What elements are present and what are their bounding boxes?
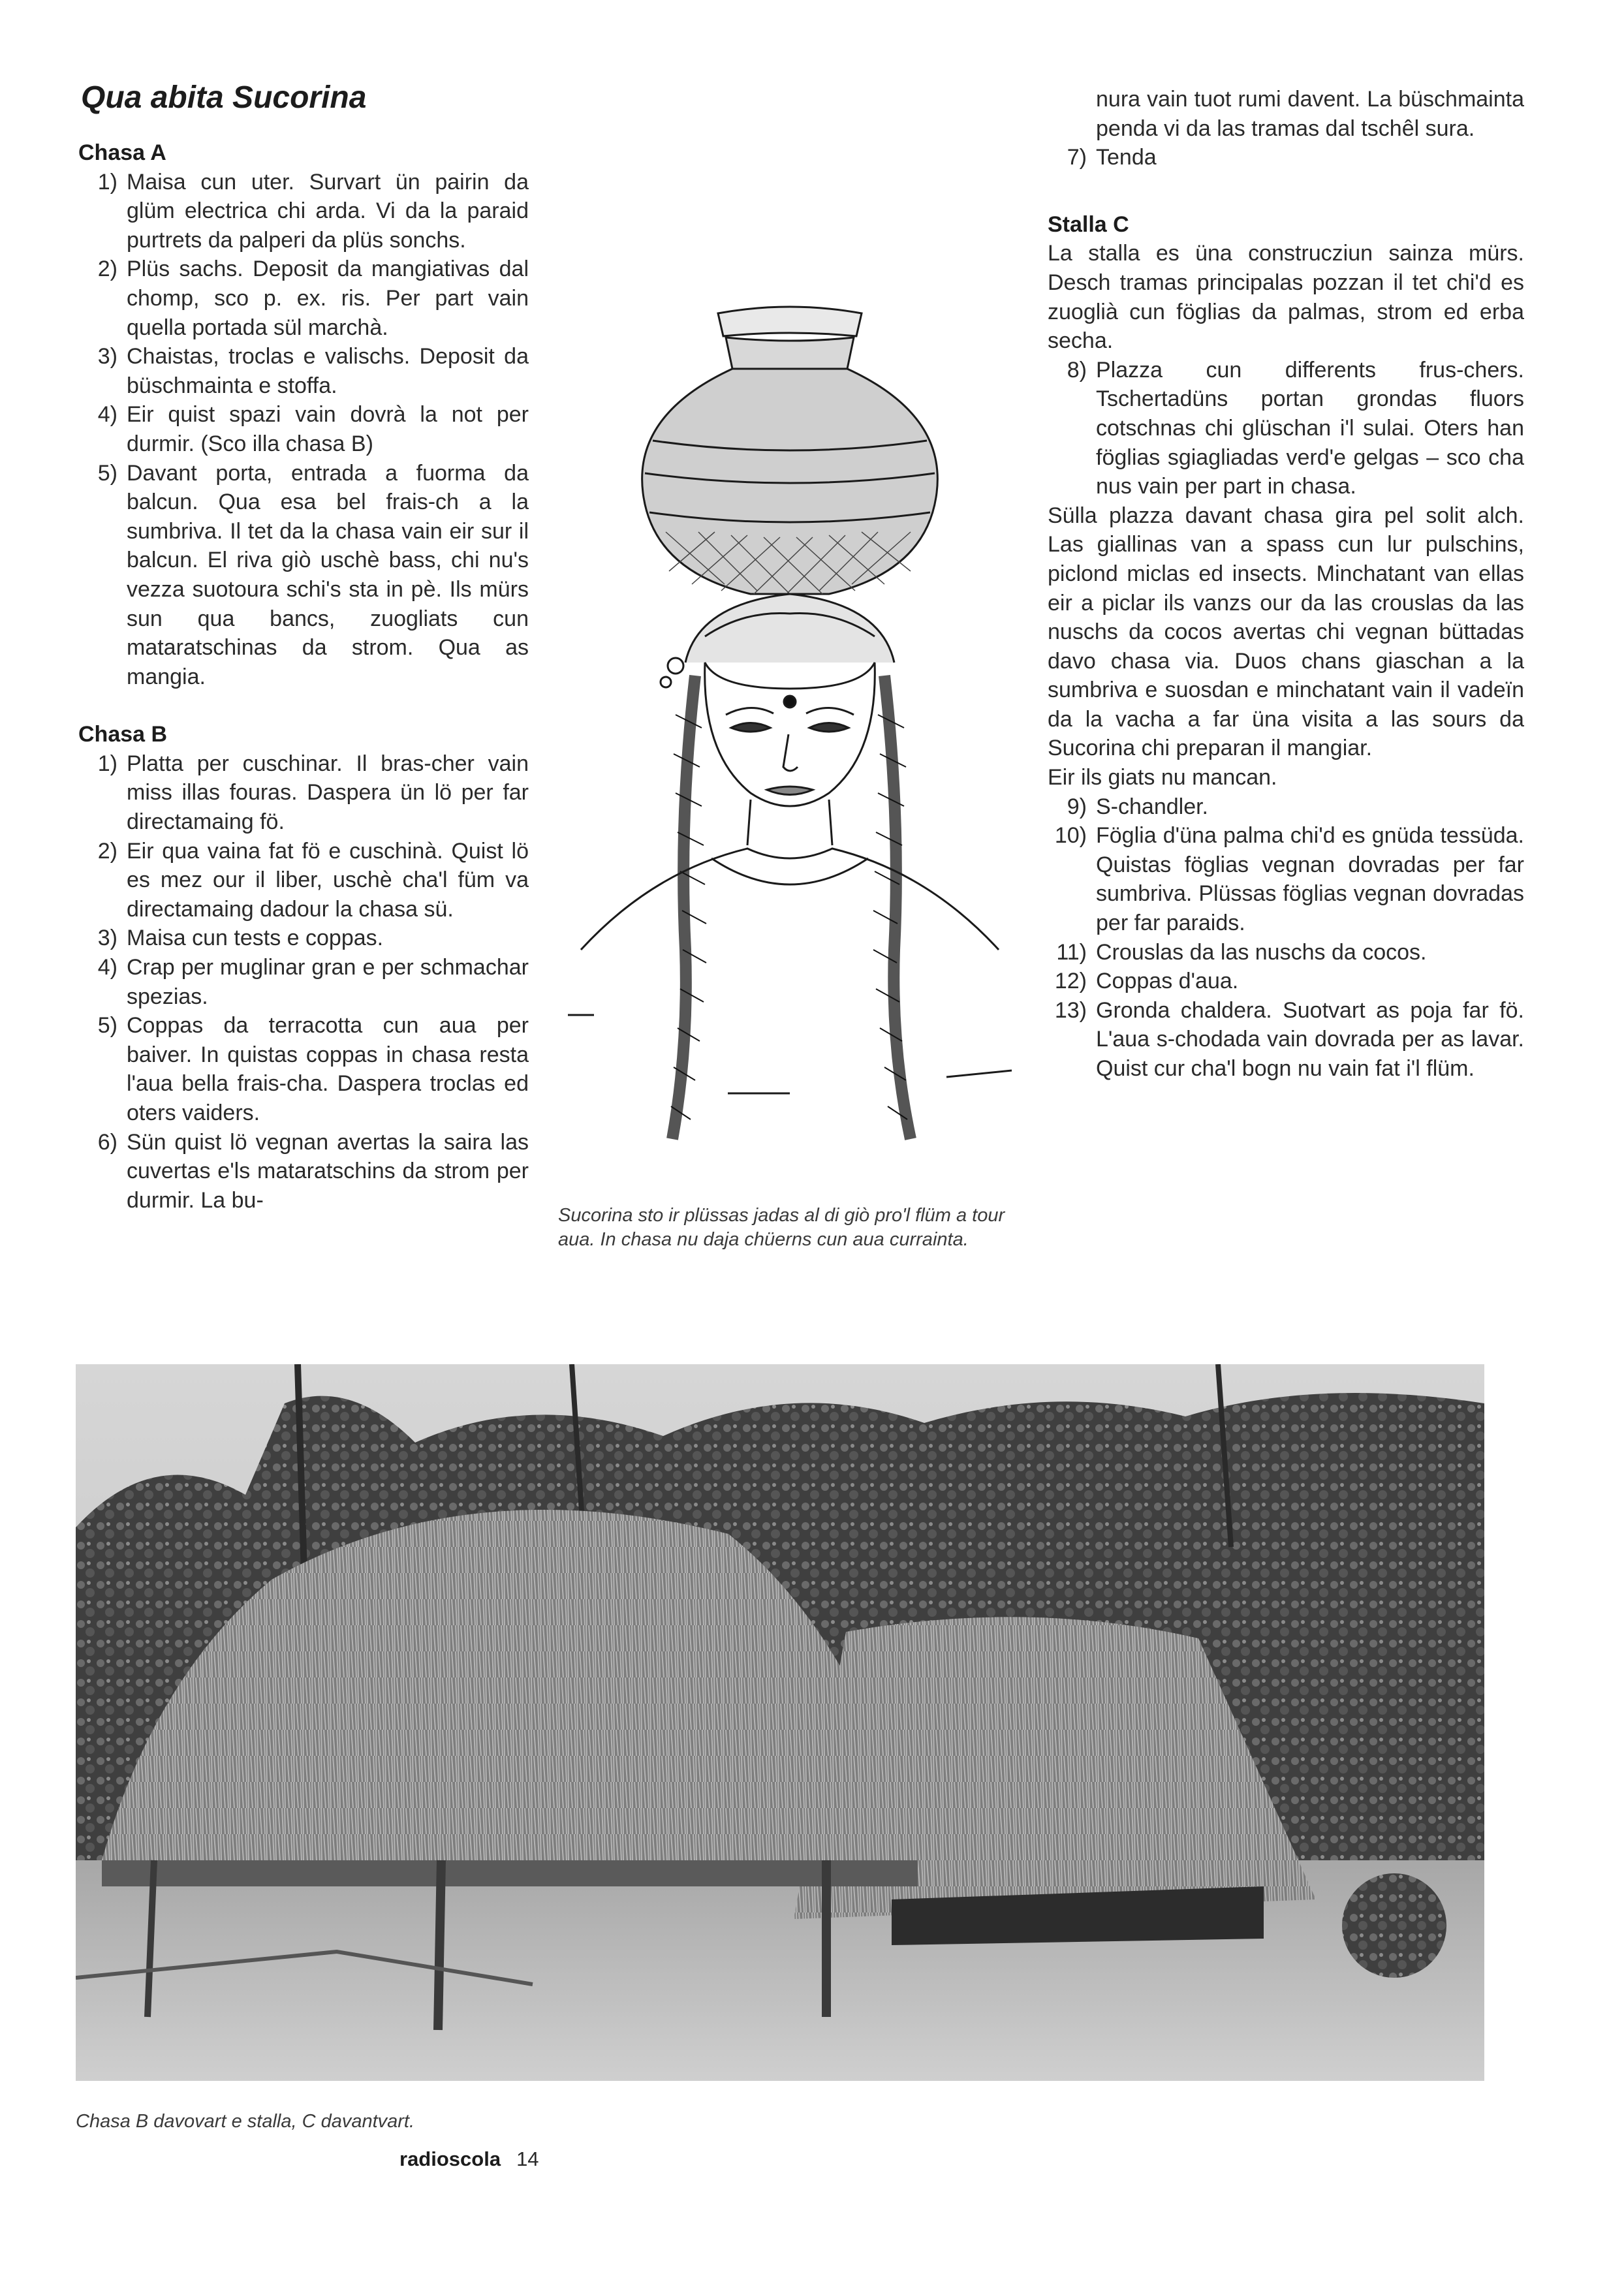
item-text: Davant porta, entrada a fuorma da balcun. Qua esa bel frais-ch a la sumbriva. Il tet da la chasa vain eir sur il balcun. El riva giò uschè bass, chi nu's vezza suotoura schi's sta in pè. Ils mürs sun qua bancs, zuogliats cun mataratschinas da strom. Qua as mangia. [127,460,529,689]
item-number: 8) [1067,357,1087,382]
item-number: 2) [97,838,117,864]
photo-caption: Chasa B davovart e stalla, C davantvart. [76,2111,415,2132]
item-number: 1) [97,169,117,195]
item-number: 11) [1056,939,1087,965]
list-item [1048,821,1524,937]
chasa-a-list [78,168,529,692]
item-number: 13) [1054,997,1087,1023]
item-number: 2) [97,257,117,282]
list-item [1048,996,1524,1084]
item-text: S-chandler. [1096,794,1208,819]
list-item [78,1128,529,1215]
thatched-huts-photo [76,1364,1484,2081]
item-text: Plazza cun differents frus-chers. Tschertadüns portan grondas fluors cotschnas chi glüschan i'l sulai. Oters han föglias sgiagliadas verd'e gelgas – sco cha nus vain per part in chasa. [1096,357,1524,499]
item-text: Maisa cun uter. Survart ün pairin da glüm electrica chi arda. Vi da la paraid purtrets da palperi da plüs sonchs. [127,169,529,253]
stalla-list [1048,792,1524,1084]
list-item [1048,967,1524,996]
list-item [1048,938,1524,967]
chasa-b-list [78,749,529,1215]
item-text: Chaistas, troclas e valischs. Deposit da büschmainta e stoffa. [127,344,529,398]
list-item [78,953,529,1011]
publication-name: radioscola [399,2147,501,2170]
continuation-text: nura vain tuot rumi davent. La büschmainta penda vi da las tramas dal tschêl sura. [1096,87,1524,141]
list-item [78,168,529,255]
woman-with-water-pot-illustration [555,297,1025,1165]
section-heading-chasa-b: Chasa B [78,722,168,747]
body-paragraph: Sülla plazza davant chasa gira pel solit alch. Las giallinas van a spass cun lur pulschins, piclond miclas ed insects. Minchatant van ellas eir a piclar ils vanzs our da las crouslas da las nuschs da cocos avertas chi vegnan büttadas davo chasa via. Duos chans giaschan a la sumbriva e suosdan e minchatant vain il vadeïn da la vacha a far üna visita a las sours da Sucorina chi preparan il mangiar. [1048,503,1524,761]
illustration-caption: Sucorina sto ir plüssas jadas al di giò pro'l flüm a tour aua. In chasa nu daja chüerns cun aua currainta. [558,1205,1005,1250]
body-paragraph: Eir ils giats nu mancan. [1048,765,1277,790]
item-number: 7) [1067,145,1087,170]
left-column [78,138,529,1215]
item-number: 10) [1054,823,1087,849]
item-number: 9) [1067,794,1087,819]
item-number: 3) [97,926,117,951]
list-item-continuation [1048,85,1524,143]
page-title: Qua abita Sucorina [81,80,367,115]
item-text: Crouslas da las nuschs da cocos. [1096,939,1427,965]
list-item [1048,792,1524,822]
item-text: Platta per cuschinar. Il bras-cher vain miss illas fouras. Daspera ün lö per far directamaing fö. [127,751,529,835]
section-heading-stalla-c: Stalla C [1048,211,1129,237]
list-item [78,255,529,342]
item-text: Eir quist spazi vain dovrà la not per durmir. (Sco illa chasa B) [127,402,529,456]
item-text: Sün quist lö vegnan avertas la saira las cuvertas e'ls mataratschins da strom per durmir. La bu- [127,1129,529,1213]
list-item [78,837,529,924]
page-footer [399,2147,539,2171]
item-text: Maisa cun tests e coppas. [127,926,384,951]
item-text: Eir qua vaina fat fö e cuschinà. Quist lö es mez our il liber, uschè cha'l füm va directamaing dadour la chasa sü. [127,838,529,922]
item-number: 12) [1054,969,1087,994]
item-text: Föglia d'üna palma chi'd es gnüda tessüda. Quistas föglias vegnan dovradas per far sumbriva. Plüssas föglias vegnan dovradas per far paraids. [1096,823,1524,936]
item-text: Gronda chaldera. Suotvart as poja far fö. L'aua s-chodada vain dovrada per as lavar. Quist cur cha'l bogn nu vain fat i'l flüm. [1096,997,1524,1081]
list-item [78,459,529,692]
list-item [78,342,529,400]
item-text: Crap per muglinar gran e per schmachar spezias. [127,955,529,1009]
item-text: Tenda [1096,145,1157,170]
list-item [78,924,529,953]
list-item [1048,356,1524,501]
list-item [78,749,529,837]
page-number: 14 [516,2147,539,2170]
item-number: 4) [97,955,117,980]
section-heading-chasa-a: Chasa A [78,140,166,165]
item-number: 3) [97,344,117,369]
list-item [78,400,529,458]
right-column [1048,85,1524,1084]
item-text: Coppas d'aua. [1096,969,1239,994]
item-text: Coppas da terracotta cun aua per baiver. In quistas coppas in chasa resta l'aua bella frais-cha. Daspera troclas ed oters vaiders. [127,1013,529,1125]
stalla-intro: La stalla es üna construcziun sainza mürs. Desch tramas principalas pozzan il tet chi'd es zuoglià cun föglias da palmas, strom ed erba secha. [1048,241,1524,354]
item-number: 5) [97,1013,117,1038]
item-text: Plüs sachs. Deposit da mangiativas dal chomp, sco p. ex. ris. Per part vain quella portada sül marchà. [127,257,529,340]
item-number: 4) [97,402,117,428]
list-item [1048,143,1524,172]
item-number: 6) [97,1129,117,1155]
list-item [78,1011,529,1127]
item-number: 1) [97,751,117,776]
item-number: 5) [97,460,117,486]
